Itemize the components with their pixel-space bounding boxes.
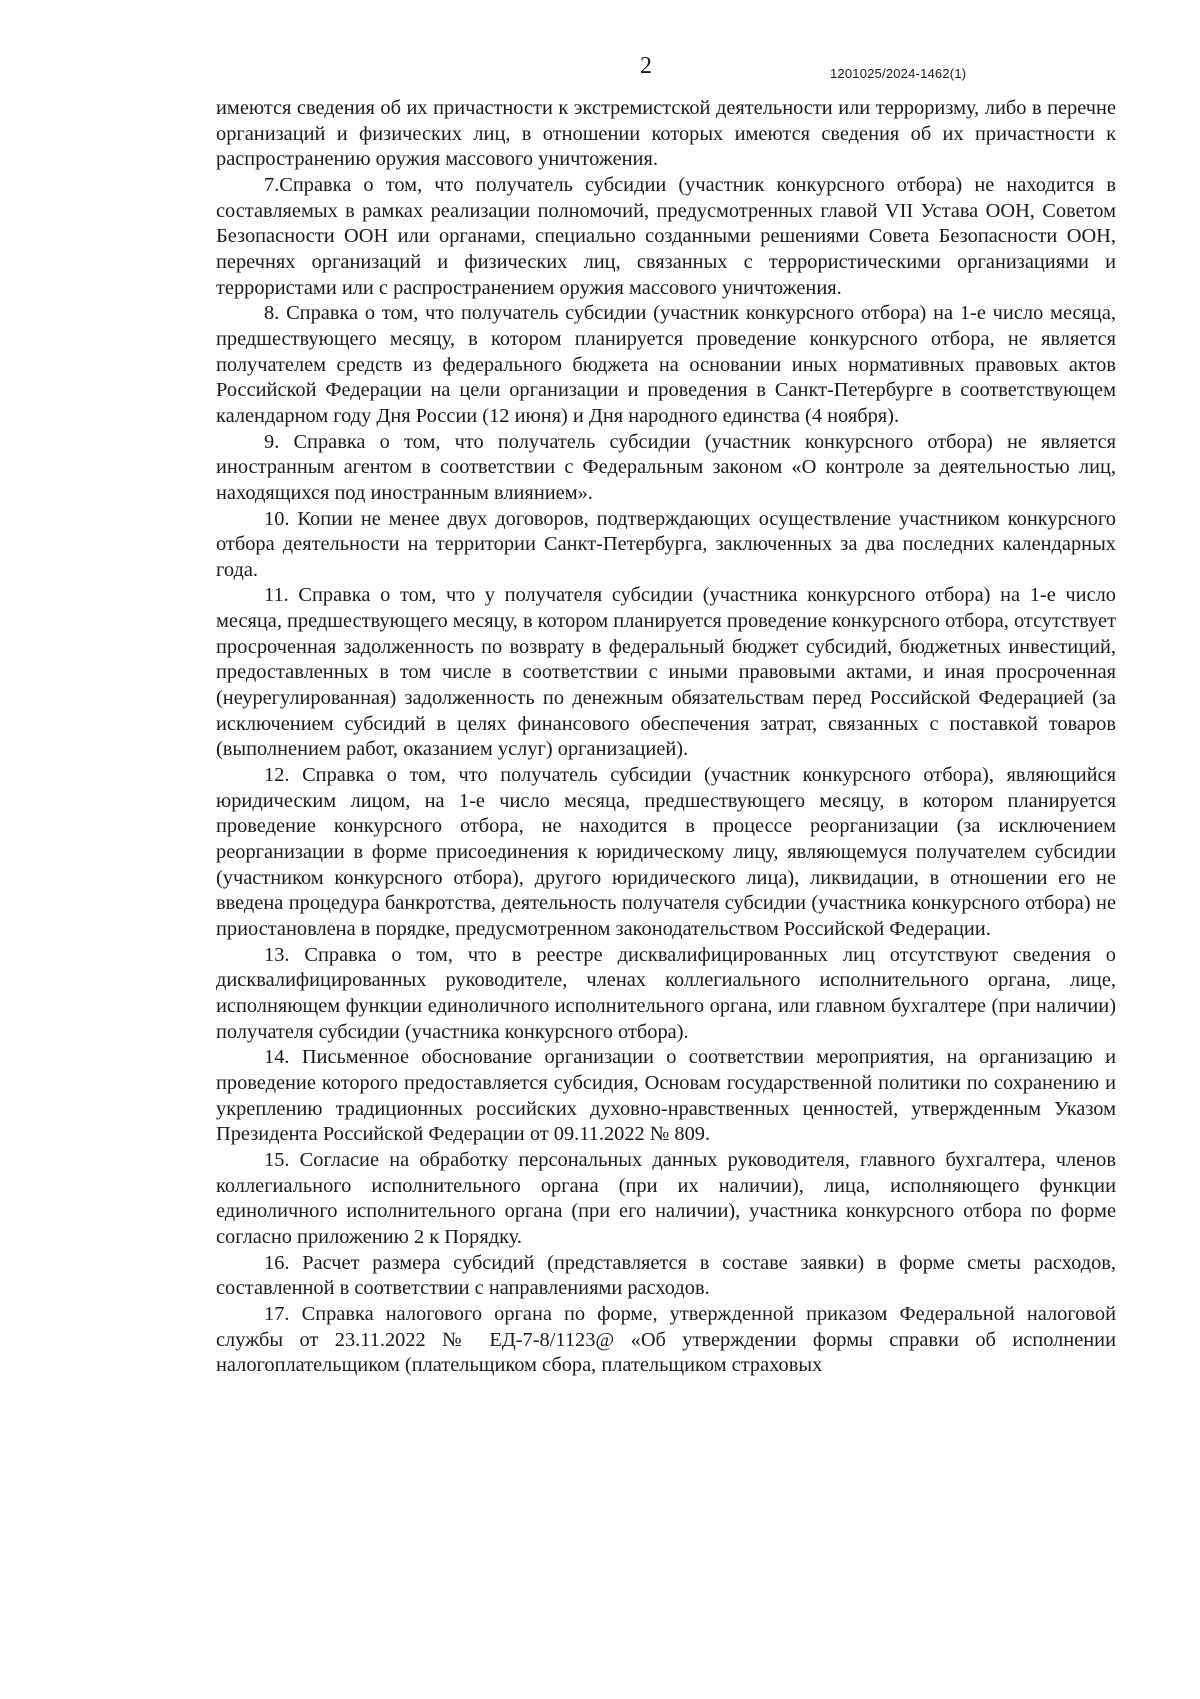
paragraph-item-16: 16. Расчет размера субсидий (представляется в составе заявки) в форме сметы расходов, составленной в соответствии с направлениями расходов. bbox=[216, 1251, 1116, 1300]
paragraph-continuation: имеются сведения об их причастности к экстремистской деятельности или терроризму, либо в перечне организаций и физических лиц, в отношении которых имеются сведения об их причастности к распространению оружия массового уничтожения. bbox=[216, 97, 1116, 171]
paragraph-item-14: 14. Письменное обоснование организации о соответствии мероприятия, на организацию и проведение которого предоставляется субсидия, Основам государственной политики по сохранению и укреплению традиционных российских духовно-нравственных ценностей, утвержденным Указом Президента Российской Федерации от 09.11.2022 № 809. bbox=[216, 1046, 1116, 1146]
page-number: 2 bbox=[640, 53, 652, 79]
paragraph-item-9: 9. Справка о том, что получатель субсидии (участник конкурсного отбора) не является иностранным агентом в соответствии с Федеральным законом «О контроле за деятельностью лиц, находящихся под иностранным влиянием». bbox=[216, 430, 1116, 504]
paragraph-item-10: 10. Копии не менее двух договоров, подтверждающих осуществление участником конкурсного отбора деятельности на территории Санкт-Петербурга, заключенных за два последних календарных года. bbox=[216, 507, 1116, 581]
paragraph-item-7: 7.Справка о том, что получатель субсидии (участник конкурсного отбора) не находится в составляемых в рамках реализации полномочий, предусмотренных главой VII Устава ООН, Советом Безопасности ООН или органами, специально созданными решениями Совета Безопасности ООН, перечнях организаций и физических лиц, связанных с террористическими организациями и террористами или с распространением оружия массового уничтожения. bbox=[216, 173, 1116, 299]
paragraph-item-13: 13. Справка о том, что в реестре дисквалифицированных лиц отсутствуют сведения о дисквалифицированных руководителе, членах коллегиального исполнительного органа, лице, исполняющем функции единоличного исполнительного органа, или главном бухгалтере (при наличии) получателя субсидии (участника конкурсного отбора). bbox=[216, 943, 1116, 1043]
paragraph-item-12: 12. Справка о том, что получатель субсидии (участник конкурсного отбора), являющийся юридическим лицом, на 1-е число месяца, предшествующего месяцу, в котором планируется проведение конкурсного отбора, не находится в процессе реорганизации (за исключением реорганизации в форме присоединения к юридическому лицу, являющемуся получателем субсидии (участником конкурсного отбора), другого юридического лица), ликвидации, в отношении его не введена процедура банкротства, деятельность получателя субсидии (участника конкурсного отбора) не приостановлена в порядке, предусмотренном законодательством Российской Федерации. bbox=[216, 764, 1116, 940]
paragraph-item-11: 11. Справка о том, что у получателя субсидии (участника конкурсного отбора) на 1-е число месяца, предшествующего месяцу, в котором планируется проведение конкурсного отбора, отсутствует просроченная задолженность по возврату в федеральный бюджет субсидий, бюджетных инвестиций, предоставленных в том числе в соответствии с иными правовыми актами, и иная просроченная (неурегулированная) задолженность по денежным обязательствам перед Российской Федерацией (за исключением субсидий в целях финансового обеспечения затрат, связанных с поставкой товаров (выполнением работ, оказанием услуг) организацией). bbox=[216, 584, 1116, 761]
document-registration-number: 1201025/2024-1462(1) bbox=[830, 66, 967, 81]
paragraph-item-8: 8. Справка о том, что получатель субсидии (участник конкурсного отбора) на 1-е число месяца, предшествующего месяцу, в котором планируется проведение конкурсного отбора, не является получателем средств из федерального бюджета на основании иных нормативных правовых актов Российской Федерации на цели организации и проведения в Санкт-Петербурге в соответствующем календарном году Дня России (12 июня) и Дня народного единства (4 ноября). bbox=[216, 302, 1116, 427]
document-body bbox=[216, 96, 1116, 1379]
paragraph-item-15: 15. Согласие на обработку персональных данных руководителя, главного бухгалтера, членов коллегиального исполнительного органа (при их наличии), лица, исполняющего функции единоличного исполнительного органа (при его наличии), участника конкурсного отбора по форме согласно приложению 2 к Порядку. bbox=[216, 1148, 1116, 1248]
paragraph-item-17: 17. Справка налогового органа по форме, утвержденной приказом Федеральной налоговой службы от 23.11.2022 № ЕД-7-8/1123@ «Об утверждении формы справки об исполнении налогоплательщиком (плательщиком сбора, плательщиком страховых bbox=[216, 1302, 1116, 1377]
